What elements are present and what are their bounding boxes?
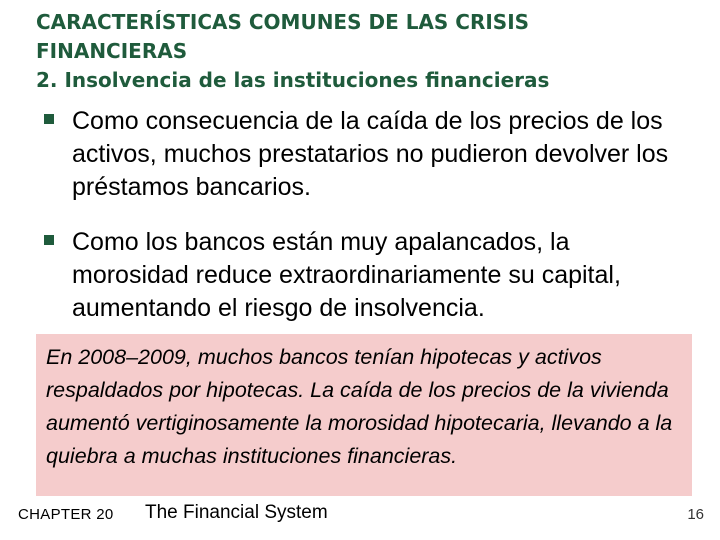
square-bullet-icon xyxy=(44,235,54,245)
footer-book-title: The Financial System xyxy=(145,502,328,523)
bullet-item-1 xyxy=(44,105,684,204)
bullet-item-2 xyxy=(44,226,684,325)
slide-title-line-1: CARACTERÍSTICAS COMUNES DE LAS CRISIS xyxy=(36,10,530,34)
example-callout-text: En 2008–2009, muchos bancos tenían hipotecas y activos respaldados por hipotecas. La caída de los precios de la vivienda aumentó vertiginosamente la morosidad hipotecaria, llevando a la quiebra a muchas instituciones financieras. xyxy=(46,345,673,468)
square-bullet-icon xyxy=(44,114,54,124)
slide-title-line-2: FINANCIERAS xyxy=(36,39,188,63)
bullet-text-1: Como consecuencia de la caída de los precios de los activos, muchos prestatarios no pudieron devolver los préstamos bancarios. xyxy=(72,107,669,201)
slide-title xyxy=(36,8,696,95)
bullet-text-2: Como los bancos están muy apalancados, la morosidad reduce extraordinariamente su capital, aumentando el riesgo de insolvencia. xyxy=(72,228,621,322)
page-number: 16 xyxy=(687,506,704,523)
example-callout-box xyxy=(36,334,692,496)
footer-chapter-label: CHAPTER 20 xyxy=(18,506,114,523)
slide-subtitle: 2. Insolvencia de las instituciones financieras xyxy=(36,68,550,92)
